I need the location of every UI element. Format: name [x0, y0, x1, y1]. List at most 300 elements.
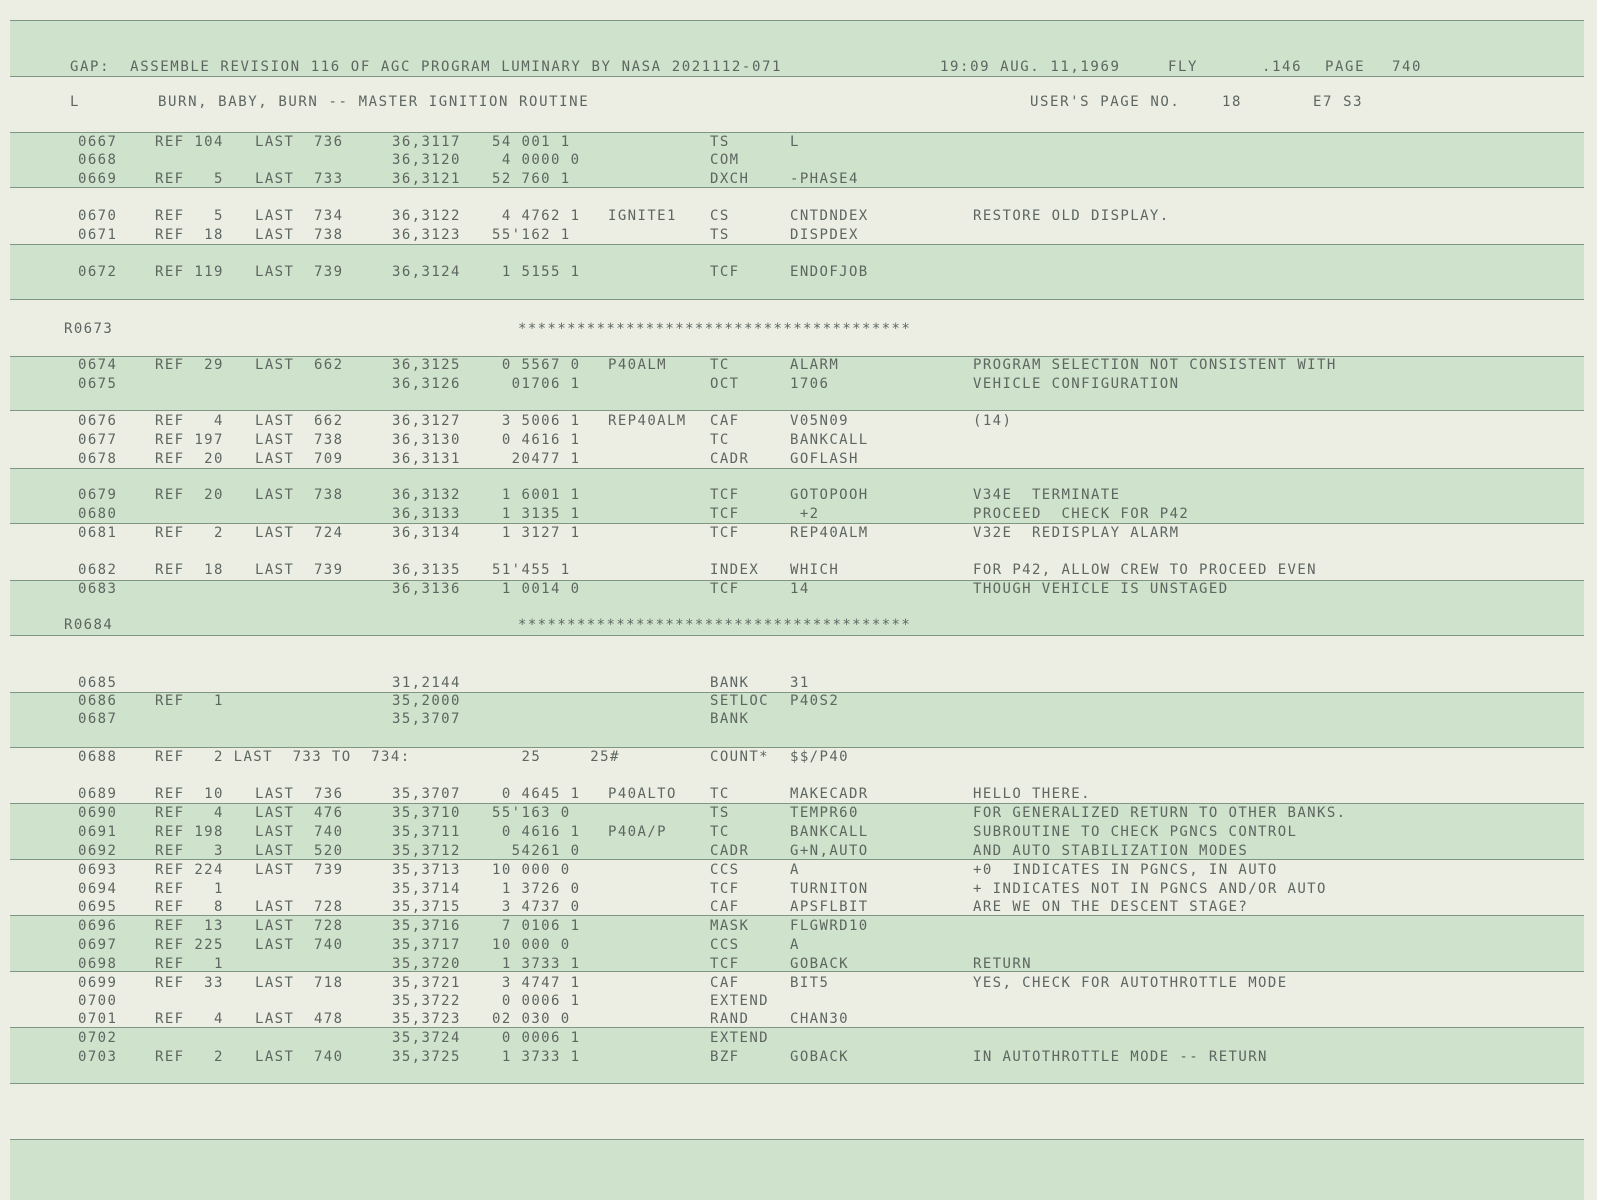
comment: AND AUTO STABILIZATION MODES [973, 843, 1249, 859]
ref-count: REF 13 [155, 918, 224, 934]
comment: PROGRAM SELECTION NOT CONSISTENT WITH [973, 357, 1337, 373]
ref-count: REF 20 [155, 487, 224, 503]
last-page: LAST 739 [255, 862, 344, 878]
listing-row [0, 580, 1597, 598]
operand: GOTOPOOH [790, 487, 869, 503]
opcode: CCS [710, 937, 740, 953]
memory-word: 1 3733 1 [492, 956, 581, 972]
ref-count: REF 119 [155, 264, 224, 280]
ref-count: REF 2 LAST 733 TO 734: [155, 749, 411, 765]
address: 35,3713 [392, 862, 461, 878]
line-number: 0685 [78, 675, 118, 691]
last-page: LAST 662 [255, 413, 344, 429]
opcode: DXCH [710, 171, 750, 187]
address: 35,3707 [392, 786, 461, 802]
memory-word: 55'162 1 [492, 227, 571, 243]
operand: G+N,AUTO [790, 843, 869, 859]
line-number: 0699 [78, 975, 118, 991]
comment: PROCEED CHECK FOR P42 [973, 506, 1190, 522]
opcode: TCF [710, 581, 740, 597]
rule-line [10, 20, 1584, 21]
operand: 31 [790, 675, 810, 691]
memory-word: 4 0000 0 [492, 152, 581, 168]
listing-row [0, 450, 1597, 468]
listing-row [0, 692, 1597, 710]
line-number: R0684 [64, 617, 114, 633]
listing-row [0, 974, 1597, 992]
opcode: CAF [710, 975, 740, 991]
line-number: 0676 [78, 413, 118, 429]
address: 36,3135 [392, 562, 461, 578]
ref-count: REF 5 [155, 208, 224, 224]
comment: V32E REDISPLAY ALARM [973, 525, 1180, 541]
address: 35,3724 [392, 1030, 461, 1046]
memory-word: 55'163 0 [492, 805, 571, 821]
listing-row [0, 917, 1597, 935]
last-page: LAST 662 [255, 357, 344, 373]
listing-row [0, 936, 1597, 954]
memory-word: 4 4762 1 [492, 208, 581, 224]
address: 35,2000 [392, 693, 461, 709]
memory-word: 25 25# [492, 749, 620, 765]
line-number: 0693 [78, 862, 118, 878]
operand: BANKCALL [790, 432, 869, 448]
line-number: 0690 [78, 805, 118, 821]
line-number: 0702 [78, 1030, 118, 1046]
ref-count: REF 198 [155, 824, 224, 840]
address: 35,3720 [392, 956, 461, 972]
operand: 14 [790, 581, 810, 597]
line-number: 0680 [78, 506, 118, 522]
ref-count: REF 4 [155, 805, 224, 821]
operand: $$/P40 [790, 749, 849, 765]
line-number: 0678 [78, 451, 118, 467]
operand: P40S2 [790, 693, 840, 709]
address: 35,3711 [392, 824, 461, 840]
last-page: LAST 736 [255, 134, 344, 150]
last-page: LAST 734 [255, 208, 344, 224]
operand: -PHASE4 [790, 171, 859, 187]
opcode: CADR [710, 843, 750, 859]
header-page-label: PAGE [1325, 59, 1366, 75]
ref-count: REF 1 [155, 956, 224, 972]
last-page: LAST 736 [255, 786, 344, 802]
listing-row [0, 151, 1597, 169]
opcode: TCF [710, 264, 740, 280]
comment: RETURN [973, 956, 1032, 972]
opcode: CADR [710, 451, 750, 467]
opcode: TS [710, 134, 730, 150]
last-page: LAST 738 [255, 487, 344, 503]
comment: FOR P42, ALLOW CREW TO PROCEED EVEN [973, 562, 1318, 578]
section-title: BURN, BABY, BURN -- MASTER IGNITION ROUTINE [158, 94, 590, 110]
rule-line [10, 635, 1584, 636]
header-page-number: 740 [1392, 59, 1423, 75]
operand: BANKCALL [790, 824, 869, 840]
opcode: CCS [710, 862, 740, 878]
last-page: LAST 738 [255, 432, 344, 448]
ref-count: REF 1 [155, 693, 224, 709]
line-number: 0682 [78, 562, 118, 578]
opcode: TCF [710, 506, 740, 522]
memory-word: 3 4747 1 [492, 975, 581, 991]
last-page: LAST 718 [255, 975, 344, 991]
listing-row [0, 356, 1597, 374]
ref-count: REF 197 [155, 432, 224, 448]
opcode: BZF [710, 1049, 740, 1065]
comment: SUBROUTINE TO CHECK PGNCS CONTROL [973, 824, 1298, 840]
comment: ARE WE ON THE DESCENT STAGE? [973, 899, 1249, 915]
ref-count: REF 1 [155, 881, 224, 897]
listing-row [0, 207, 1597, 225]
comment: (14) [973, 413, 1013, 429]
listing-row [0, 804, 1597, 822]
rule-line [10, 1139, 1584, 1140]
address: 36,3131 [392, 451, 461, 467]
code-label: P40ALTO [608, 786, 677, 802]
memory-word: 10 000 0 [492, 937, 571, 953]
asterisk-rule: **************************************** [518, 617, 912, 633]
operand: TURNITON [790, 881, 869, 897]
last-page: LAST 476 [255, 805, 344, 821]
operand: BIT5 [790, 975, 830, 991]
ref-count: REF 20 [155, 451, 224, 467]
operand: ALARM [790, 357, 840, 373]
ref-count: REF 2 [155, 525, 224, 541]
section-tag: E7 S3 [1313, 94, 1364, 110]
code-label: P40ALM [608, 357, 667, 373]
address: 36,3126 [392, 376, 461, 392]
users-page-label: USER'S PAGE NO. [1030, 94, 1181, 110]
line-number: 0694 [78, 881, 118, 897]
ref-count: REF 2 [155, 1049, 224, 1065]
address: 35,3715 [392, 899, 461, 915]
address: 35,3716 [392, 918, 461, 934]
address: 36,3125 [392, 357, 461, 373]
opcode: BANK [710, 711, 750, 727]
ref-count: REF 3 [155, 843, 224, 859]
opcode: OCT [710, 376, 740, 392]
opcode: TS [710, 805, 730, 821]
operand: A [790, 862, 800, 878]
memory-word: 3 4737 0 [492, 899, 581, 915]
operand: GOBACK [790, 956, 849, 972]
line-number: 0677 [78, 432, 118, 448]
ref-count: REF 18 [155, 227, 224, 243]
memory-word: 0 0006 1 [492, 1030, 581, 1046]
operand: APSFLBIT [790, 899, 869, 915]
memory-word: 1 3733 1 [492, 1049, 581, 1065]
opcode: TCF [710, 881, 740, 897]
listing-row [0, 263, 1597, 281]
line-number: R0673 [64, 321, 114, 337]
opcode: EXTEND [710, 1030, 769, 1046]
operand: FLGWRD10 [790, 918, 869, 934]
last-page: LAST 739 [255, 562, 344, 578]
listing-row [0, 898, 1597, 916]
memory-word: 1 3127 1 [492, 525, 581, 541]
line-number: 0691 [78, 824, 118, 840]
header-mode: FLY [1168, 59, 1199, 75]
comment: RESTORE OLD DISPLAY. [973, 208, 1170, 224]
listing-row [0, 823, 1597, 841]
rule-line [10, 1083, 1584, 1084]
last-page: LAST 709 [255, 451, 344, 467]
ref-count: REF 225 [155, 937, 224, 953]
opcode: CAF [710, 413, 740, 429]
listing-row [0, 861, 1597, 879]
comment: +0 INDICATES IN PGNCS, IN AUTO [973, 862, 1278, 878]
listing-row [0, 785, 1597, 803]
listing-row [0, 616, 1597, 634]
rule-line [10, 468, 1584, 469]
last-page: LAST 740 [255, 937, 344, 953]
memory-word: 10 000 0 [492, 862, 571, 878]
operand: L [790, 134, 800, 150]
opcode: CS [710, 208, 730, 224]
comment: THOUGH VEHICLE IS UNSTAGED [973, 581, 1229, 597]
line-number: 0695 [78, 899, 118, 915]
address: 35,3707 [392, 711, 461, 727]
ref-count: REF 4 [155, 413, 224, 429]
ref-count: REF 18 [155, 562, 224, 578]
memory-word: 20477 1 [492, 451, 581, 467]
last-page: LAST 728 [255, 918, 344, 934]
ref-count: REF 224 [155, 862, 224, 878]
ref-count: REF 8 [155, 899, 224, 915]
line-number: 0698 [78, 956, 118, 972]
opcode: BANK [710, 675, 750, 691]
line-number: 0696 [78, 918, 118, 934]
listing-row [0, 170, 1597, 188]
line-number: 0667 [78, 134, 118, 150]
opcode: TC [710, 824, 730, 840]
code-label: IGNITE1 [608, 208, 677, 224]
line-number: 0679 [78, 487, 118, 503]
log-section-marker: L [70, 94, 81, 110]
section-header [0, 92, 1597, 112]
opcode: TS [710, 227, 730, 243]
ref-count: REF 4 [155, 1011, 224, 1027]
line-number: 0675 [78, 376, 118, 392]
address: 36,3124 [392, 264, 461, 280]
memory-word: 54 001 1 [492, 134, 571, 150]
memory-word: 01706 1 [492, 376, 581, 392]
ref-count: REF 5 [155, 171, 224, 187]
header-timestamp: 19:09 AUG. 11,1969 [940, 59, 1121, 75]
address: 36,3127 [392, 413, 461, 429]
header-code: .146 [1262, 59, 1303, 75]
opcode: TC [710, 357, 730, 373]
listing-row [0, 320, 1597, 338]
opcode: TC [710, 786, 730, 802]
line-number: 0683 [78, 581, 118, 597]
address: 36,3136 [392, 581, 461, 597]
address: 36,3130 [392, 432, 461, 448]
listing-row [0, 880, 1597, 898]
listing-row [0, 992, 1597, 1010]
address: 36,3122 [392, 208, 461, 224]
header-title: GAP: ASSEMBLE REVISION 116 OF AGC PROGRAM LUMINARY BY NASA 2021112-071 [70, 59, 783, 75]
address: 36,3133 [392, 506, 461, 522]
memory-word: 0 4616 1 [492, 432, 581, 448]
operand: A [790, 937, 800, 953]
listing-row [0, 133, 1597, 151]
line-number: 0672 [78, 264, 118, 280]
line-number: 0697 [78, 937, 118, 953]
address: 36,3132 [392, 487, 461, 503]
memory-word: 51'455 1 [492, 562, 571, 578]
address: 36,3123 [392, 227, 461, 243]
operand: GOBACK [790, 1049, 849, 1065]
listing-row [0, 412, 1597, 430]
address: 36,3121 [392, 171, 461, 187]
line-number: 0681 [78, 525, 118, 541]
operand: REP40ALM [790, 525, 869, 541]
opcode: SETLOC [710, 693, 769, 709]
paper-band [10, 1139, 1584, 1200]
code-label: REP40ALM [608, 413, 687, 429]
rule-line [10, 410, 1584, 411]
memory-word: 0 4645 1 [492, 786, 581, 802]
memory-word: 1 6001 1 [492, 487, 581, 503]
address: 35,3712 [392, 843, 461, 859]
operand: WHICH [790, 562, 840, 578]
memory-word: 1 3726 0 [492, 881, 581, 897]
listing-row [0, 375, 1597, 393]
comment: YES, CHECK FOR AUTOTHROTTLE MODE [973, 975, 1288, 991]
ref-count: REF 29 [155, 357, 224, 373]
memory-word: 0 5567 0 [492, 357, 581, 373]
opcode: TCF [710, 956, 740, 972]
address: 35,3721 [392, 975, 461, 991]
memory-word: 1 5155 1 [492, 264, 581, 280]
line-number: 0687 [78, 711, 118, 727]
last-page: LAST 739 [255, 264, 344, 280]
opcode: MASK [710, 918, 750, 934]
listing-row [0, 486, 1597, 504]
opcode: TCF [710, 525, 740, 541]
last-page: LAST 724 [255, 525, 344, 541]
listing-row [0, 1048, 1597, 1066]
operand: 1706 [790, 376, 830, 392]
memory-word: 52 760 1 [492, 171, 571, 187]
listing-row [0, 748, 1597, 766]
line-number: 0689 [78, 786, 118, 802]
rule-line [10, 299, 1584, 300]
memory-word: 0 0006 1 [492, 993, 581, 1009]
ref-count: REF 10 [155, 786, 224, 802]
last-page: LAST 728 [255, 899, 344, 915]
opcode: COM [710, 152, 740, 168]
code-label: P40A/P [608, 824, 667, 840]
address: 35,3722 [392, 993, 461, 1009]
operand: DISPDEX [790, 227, 859, 243]
listing-row [0, 1029, 1597, 1047]
line-number: 0669 [78, 171, 118, 187]
listing-row [0, 955, 1597, 973]
comment: VEHICLE CONFIGURATION [973, 376, 1180, 392]
line-number: 0671 [78, 227, 118, 243]
line-number: 0668 [78, 152, 118, 168]
line-number: 0701 [78, 1011, 118, 1027]
opcode: COUNT* [710, 749, 769, 765]
last-page: LAST 740 [255, 1049, 344, 1065]
opcode: EXTEND [710, 993, 769, 1009]
opcode: RAND [710, 1011, 750, 1027]
address: 35,3717 [392, 937, 461, 953]
operand: GOFLASH [790, 451, 859, 467]
line-number: 0686 [78, 693, 118, 709]
last-page: LAST 478 [255, 1011, 344, 1027]
listing-row [0, 505, 1597, 523]
address: 35,3723 [392, 1011, 461, 1027]
operand: CNTDNDEX [790, 208, 869, 224]
memory-word: 54261 0 [492, 843, 581, 859]
comment: V34E TERMINATE [973, 487, 1121, 503]
listing-row [0, 1010, 1597, 1028]
listing-row [0, 431, 1597, 449]
opcode: INDEX [710, 562, 760, 578]
operand: +2 [790, 506, 820, 522]
last-page: LAST 733 [255, 171, 344, 187]
address: 36,3120 [392, 152, 461, 168]
line-number: 0674 [78, 357, 118, 373]
line-number: 0703 [78, 1049, 118, 1065]
operand: ENDOFJOB [790, 264, 869, 280]
comment: IN AUTOTHROTTLE MODE -- RETURN [973, 1049, 1268, 1065]
listing-row [0, 674, 1597, 692]
line-number: 0688 [78, 749, 118, 765]
line-number: 0700 [78, 993, 118, 1009]
memory-word: 0 4616 1 [492, 824, 581, 840]
opcode: TCF [710, 487, 740, 503]
address: 35,3714 [392, 881, 461, 897]
asterisk-rule: **************************************** [518, 321, 912, 337]
operand: MAKECADR [790, 786, 869, 802]
memory-word: 3 5006 1 [492, 413, 581, 429]
last-page: LAST 520 [255, 843, 344, 859]
memory-word: 1 0014 0 [492, 581, 581, 597]
listing-row [0, 524, 1597, 542]
last-page: LAST 738 [255, 227, 344, 243]
memory-word: 7 0106 1 [492, 918, 581, 934]
comment: HELLO THERE. [973, 786, 1091, 802]
operand: V05N09 [790, 413, 849, 429]
ref-count: REF 104 [155, 134, 224, 150]
listing-row [0, 561, 1597, 579]
line-number: 0692 [78, 843, 118, 859]
opcode: CAF [710, 899, 740, 915]
address: 36,3117 [392, 134, 461, 150]
last-page: LAST 740 [255, 824, 344, 840]
memory-word: 02 030 0 [492, 1011, 571, 1027]
operand: CHAN30 [790, 1011, 849, 1027]
listing-row [0, 710, 1597, 728]
address: 35,3710 [392, 805, 461, 821]
opcode: TC [710, 432, 730, 448]
ref-count: REF 33 [155, 975, 224, 991]
comment: + INDICATES NOT IN PGNCS AND/OR AUTO [973, 881, 1327, 897]
line-number: 0670 [78, 208, 118, 224]
memory-word: 1 3135 1 [492, 506, 581, 522]
address: 35,3725 [392, 1049, 461, 1065]
address: 36,3134 [392, 525, 461, 541]
listing-row [0, 842, 1597, 860]
listing-row [0, 226, 1597, 244]
users-page-number: 18 [1222, 94, 1243, 110]
comment: FOR GENERALIZED RETURN TO OTHER BANKS. [973, 805, 1347, 821]
